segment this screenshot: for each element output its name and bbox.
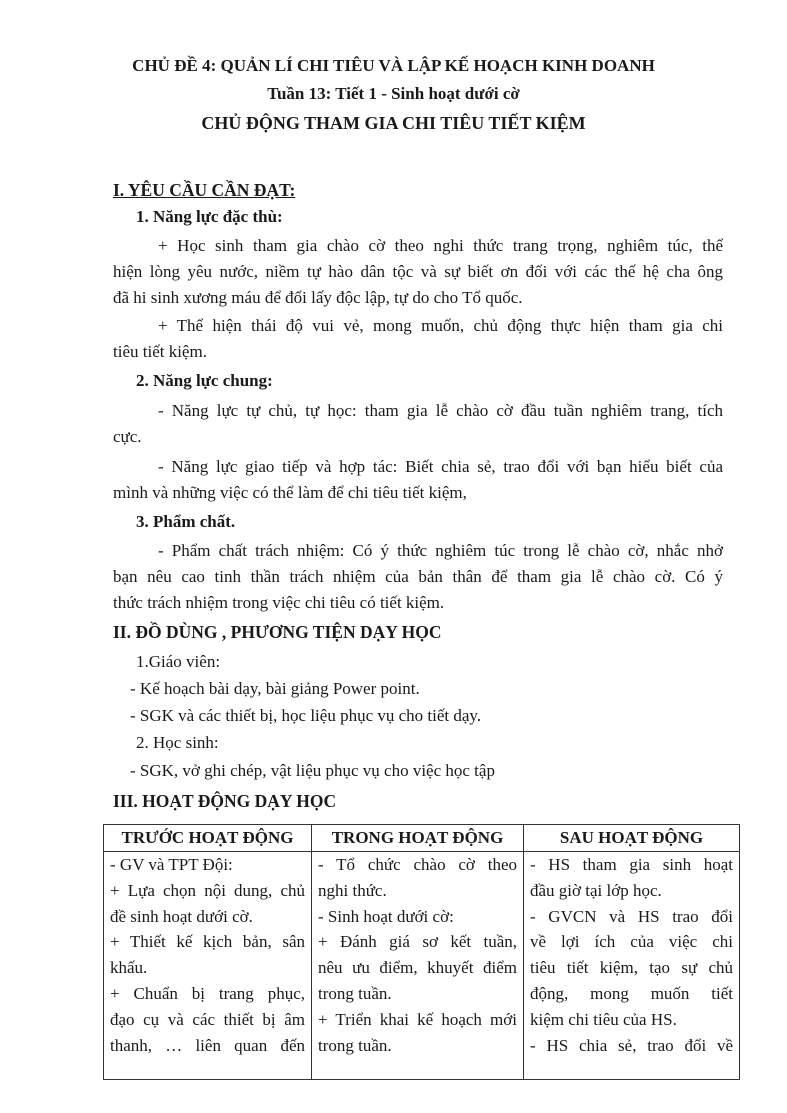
paragraph-line: hiện lòng yêu nước, niềm tự hào dân tộc và sự biết ơn đối với các thế hệ cha ông bbox=[113, 262, 723, 281]
cell-line: - GV và TPT Đội: bbox=[110, 855, 233, 874]
cell-line: khấu. bbox=[110, 958, 148, 978]
paragraph-line: đã hi sinh xương máu để đổi lấy độc lập, tự do cho Tổ quốc. bbox=[113, 288, 523, 307]
cell-line: - Sinh hoạt dưới cờ: bbox=[318, 906, 454, 926]
subsection-1-heading: 1. Năng lực đặc thù: bbox=[136, 207, 283, 226]
topic-title: CHỦ ĐỀ 4: QUẢN LÍ CHI TIÊU VÀ LẬP KẾ HOẠCH KINH DOANH bbox=[132, 56, 655, 75]
section-1-heading: I. YÊU CẦU CẦN ĐẠT: bbox=[113, 180, 296, 200]
cell-line: trong tuần. bbox=[318, 1035, 392, 1055]
table-row bbox=[104, 852, 740, 1080]
list-item: 2. Học sinh: bbox=[136, 733, 219, 752]
paragraph-line: - Năng lực giao tiếp và hợp tác: Biết chia sẻ, trao đổi với bạn hiểu biết của bbox=[158, 457, 723, 476]
cell-line: - HS tham gia sinh hoạt bbox=[530, 855, 733, 874]
cell-line: + Triển khai kế hoạch mới bbox=[318, 1009, 517, 1029]
paragraph-line: + Thể hiện thái độ vui vẻ, mong muốn, chủ động thực hiện tham gia chi bbox=[158, 316, 723, 335]
cell-line: tiêu tiết kiệm, tạo sự chủ bbox=[530, 958, 733, 978]
cell-line: - Tổ chức chào cờ theo bbox=[318, 855, 517, 874]
cell-line: - GVCN và HS trao đổi bbox=[530, 906, 733, 926]
week-title: Tuần 13: Tiết 1 - Sinh hoạt dưới cờ bbox=[267, 84, 520, 103]
cell-during-activity bbox=[312, 852, 524, 1080]
paragraph-line: + Học sinh tham gia chào cờ theo nghi thức trang trọng, nghiêm túc, thể bbox=[158, 236, 723, 255]
header-during-activity: TRONG HOẠT ĐỘNG bbox=[312, 825, 524, 852]
lesson-title: CHỦ ĐỘNG THAM GIA CHI TIÊU TIẾT KIỆM bbox=[201, 113, 586, 133]
cell-line: + Lựa chọn nội dung, chủ bbox=[110, 880, 305, 900]
subsection-2-heading: 2. Năng lực chung: bbox=[136, 371, 273, 390]
subsection-3-heading: 3. Phẩm chất. bbox=[136, 512, 236, 531]
cell-line: về lợi ích của việc chi bbox=[530, 932, 733, 952]
list-item: - SGK và các thiết bị, học liệu phục vụ cho tiết dạy. bbox=[130, 706, 482, 725]
cell-after-activity bbox=[524, 852, 740, 1080]
list-item: - SGK, vở ghi chép, vật liệu phục vụ cho việc học tập bbox=[130, 761, 495, 780]
cell-line: - HS chia sẻ, trao đổi về bbox=[530, 1035, 733, 1055]
header-after-activity: SAU HOẠT ĐỘNG bbox=[524, 825, 740, 852]
cell-line: kiệm chi tiêu của HS. bbox=[530, 1009, 677, 1029]
paragraph-line: - Năng lực tự chủ, tự học: tham gia lễ chào cờ đầu tuần nghiêm trang, tích bbox=[158, 401, 723, 420]
cell-line: trong tuần. bbox=[318, 983, 392, 1003]
activity-table bbox=[103, 824, 740, 1080]
cell-line: đạo cụ và các thiết bị âm bbox=[110, 1009, 305, 1029]
paragraph-line: mình và những việc có thể làm để chi tiêu tiết kiệm, bbox=[113, 483, 467, 502]
paragraph-line: bạn nêu cao tinh thần trách nhiệm của bản thân để tham gia lễ chào cờ. Có ý bbox=[113, 567, 723, 586]
cell-line: động, mong muốn tiết bbox=[530, 983, 733, 1003]
cell-line: nghi thức. bbox=[318, 880, 387, 900]
cell-line: đề sinh hoạt dưới cờ. bbox=[110, 906, 253, 926]
section-2-heading: II. ĐỒ DÙNG , PHƯƠNG TIỆN DẠY HỌC bbox=[113, 622, 442, 642]
cell-before-activity bbox=[104, 852, 312, 1080]
list-item: 1.Giáo viên: bbox=[136, 652, 221, 671]
cell-line: thanh, … liên quan đến bbox=[110, 1035, 305, 1055]
cell-line: nêu ưu điểm, khuyết điểm bbox=[318, 958, 517, 978]
list-item: - Kế hoạch bài dạy, bài giảng Power point. bbox=[130, 679, 420, 698]
paragraph-line: cực. bbox=[113, 427, 142, 446]
table-header-row bbox=[104, 825, 740, 852]
document-header bbox=[0, 52, 787, 137]
header-before-activity: TRƯỚC HOẠT ĐỘNG bbox=[104, 825, 312, 852]
section-3-heading: III. HOẠT ĐỘNG DẠY HỌC bbox=[113, 791, 337, 811]
cell-line: đầu giờ tại lớp học. bbox=[530, 880, 662, 900]
paragraph-line: tiêu tiết kiệm. bbox=[113, 342, 207, 361]
cell-line: + Chuẩn bị trang phục, bbox=[110, 983, 305, 1003]
paragraph-line: thức trách nhiệm trong việc chi tiêu có tiết kiệm. bbox=[113, 593, 445, 612]
cell-line: + Thiết kế kịch bản, sân bbox=[110, 932, 305, 952]
paragraph-line: - Phẩm chất trách nhiệm: Có ý thức nghiêm túc trong lễ chào cờ, nhắc nhở bbox=[158, 541, 723, 560]
cell-line: + Đánh giá sơ kết tuần, bbox=[318, 932, 517, 952]
